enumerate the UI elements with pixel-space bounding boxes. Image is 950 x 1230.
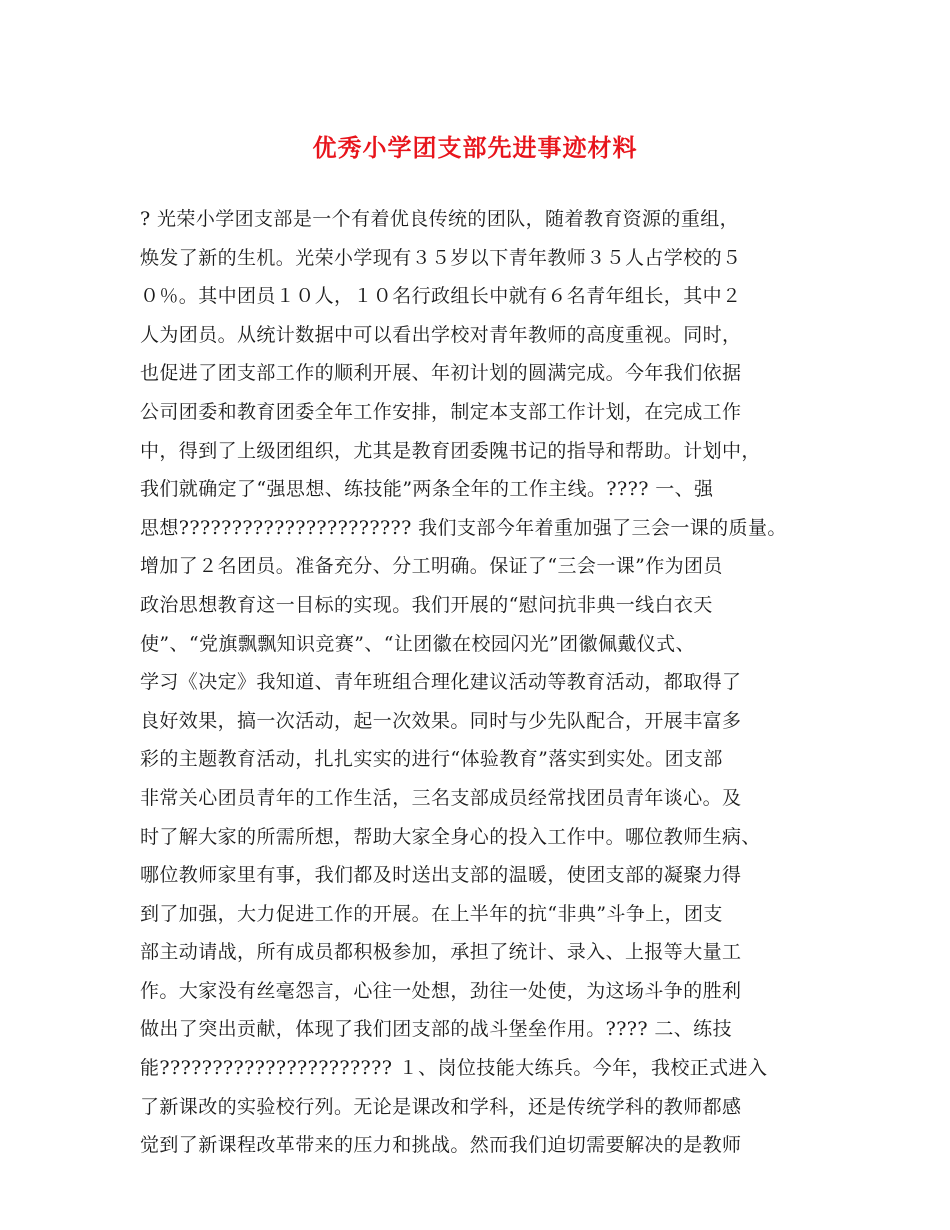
body-line: 非常关心团员青年的工作生活，三名支部成员经常找团员青年谈心。及 <box>140 786 742 809</box>
body-line: 部主动请战，所有成员都积极参加，承担了统计、录入、上报等大量工 <box>140 941 742 964</box>
body-line: ? 光荣小学团支部是一个有着优良传统的团队，随着教育资源的重组， <box>140 208 740 230</box>
body-line: 思想?????????????????????? 我们支部今年着重加强了三会一课的质量。 <box>140 516 787 539</box>
body-line: 人为团员。从统计数据中可以看出学校对青年教师的高度重视。同时， <box>140 323 742 346</box>
body-line: 觉到了新课程改革带来的压力和挑战。然而我们迫切需要解决的是教师 <box>140 1134 742 1157</box>
body-line: 哪位教师家里有事，我们都及时送出支部的温暖，使团支部的凝聚力得 <box>140 864 742 887</box>
body-line: 公司团委和教育团委全年工作安排，制定本支部工作计划，在完成工作 <box>140 400 742 423</box>
body-line: 时了解大家的所需所想，帮助大家全身心的投入工作中。哪位教师生病、 <box>140 825 761 848</box>
body-line: 也促进了团支部工作的顺利开展、年初计划的圆满完成。今年我们依据 <box>140 362 742 385</box>
body-line: 焕发了新的生机。光荣小学现有３５岁以下青年教师３５人占学校的５ <box>140 246 742 269</box>
body-line: 良好效果，搞一次活动，起一次效果。同时与少先队配合，开展丰富多 <box>140 709 742 732</box>
body-line: 彩的主题教育活动，扎扎实实的进行“体验教育”落实到实处。团支部 <box>140 748 723 771</box>
document-body <box>140 200 820 1165</box>
body-line: 我们就确定了“强思想、练技能”两条全年的工作主线。???? 一、强 <box>140 478 714 501</box>
body-line: 政治思想教育这一目标的实现。我们开展的“慰问抗非典一线白衣天 <box>140 593 713 616</box>
body-line: 学习《决定》我知道、青年班组合理化建议活动等教育活动，都取得了 <box>140 671 742 694</box>
body-line: 到了加强，大力促进工作的开展。在上半年的抗“非典”斗争上，团支 <box>140 902 723 925</box>
body-line: 使”、“党旗飘飘知识竞赛”、“让团徽在校园闪光”团徽佩戴仪式、 <box>140 632 695 655</box>
document-title: 优秀小学团支部先进事迹材料 <box>312 133 638 162</box>
body-line: 中，得到了上级团组织，尤其是教育团委隗书记的指导和帮助。计划中， <box>140 439 761 462</box>
body-line: ０％。其中团员１０人，１０名行政组长中就有６名青年组长，其中２ <box>140 285 742 308</box>
body-line: 作。大家没有丝毫怨言，心往一处想，劲往一处使，为这场斗争的胜利 <box>140 979 742 1002</box>
body-line: 做出了突出贡献，体现了我们团支部的战斗堡垒作用。???? 二、练技 <box>140 1018 732 1041</box>
body-line: 了新课改的实验校行列。无论是课改和学科，还是传统学科的教师都感 <box>140 1095 742 1118</box>
body-line: 能?????????????????????? １、岗位技能大练兵。今年，我校正式进入 <box>140 1057 768 1080</box>
body-line: 增加了２名团员。准备充分、分工明确。保证了“三会一课”作为团员 <box>140 555 723 578</box>
